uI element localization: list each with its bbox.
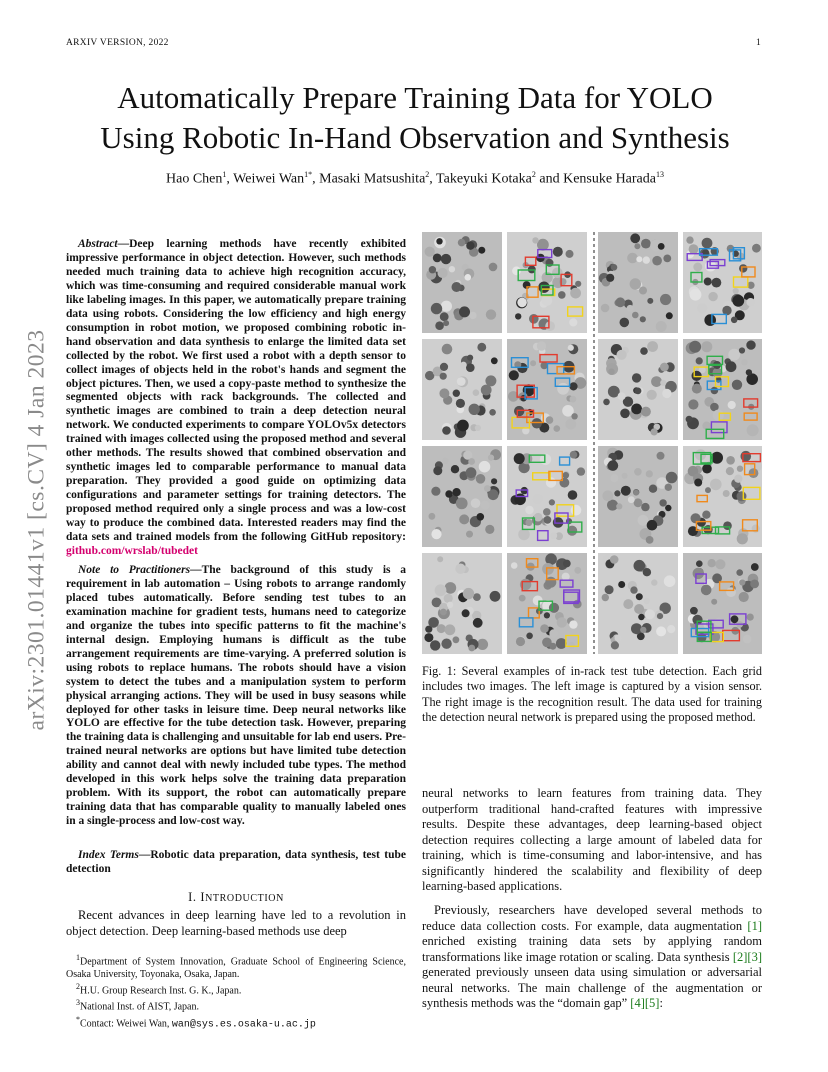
rack-photo [507,339,587,440]
author-affiliation: 2 [425,170,430,179]
paragraph-text: enriched existing training data sets by applying random transformations like image rotation or scaling. Data synthesis [422,934,762,964]
paper-title [66,78,764,158]
paragraph-text: : [659,996,663,1010]
footnote-mark: * [76,1014,80,1024]
heading-number: I. [188,890,201,904]
rack-photo [422,553,502,654]
rack-photo [683,553,762,654]
citation-link[interactable]: [2] [732,949,748,964]
author-list: Hao Chen$^1$, Weiwei Wan$^{1*}$, Masaki Matsushita$^2$, Takeyuki Kotaka$^2$ and Kensuke Harada$^{13}$ [166,170,664,187]
footnote [66,997,406,1014]
title-line-2: Using Robotic In-Hand Observation and Synthesis [100,120,730,155]
figure-caption: Fig. 1: Several examples of in-rack test tube detection. Each grid includes two images. The left image is captured by a vision sensor. The right image is the recognition result. The data used for training the detection neural network is prepared using the proposed method. [422,664,762,725]
footnote-mark: 1 [76,953,80,962]
body-paragraph [422,903,762,1012]
rack-photo [683,232,762,333]
arxiv-stamp [24,295,50,765]
rack-photo [422,446,502,547]
rack-photo [507,446,587,547]
practitioners-label: Note to Practitioners [78,564,191,576]
index-terms-label: Index Terms [78,849,139,861]
intro-paragraph: Recent advances in deep learning have led to a revolution in object detection. Deep learning-based methods use deep [66,908,406,938]
author-affiliation: 1 [222,170,227,179]
paragraph-text: generated previously unseen data using simulation or adversarial neural networks. The main challenge of the augmentation or synthesis methods was the “domain gap” [422,965,762,1010]
author-affiliation: 1* [304,170,313,179]
rack-photo [507,553,587,654]
body-paragraph: neural networks to learn features from training data. They outperform traditional hand-crafted features with impressive results. Despite these advantages, deep learning-based object detection requires collecting a large amount of labeled data for training, which is time-consuming and labor-intensive, and has significantly hindered the scalability and flexibility of deep learning-based applications. [422,786,762,893]
title-line-1: Automatically Prepare Training Data for YOLO [117,80,713,115]
footnote-text: Department of System Innovation, Graduate School of Engineering Science, Osaka University, Toyonaka, Osaka, Japan. [66,956,406,980]
author-name: Masaki Matsushita [319,171,426,187]
author-conjunction: and [539,171,564,187]
practitioners-text: —The background of this study is a requirement in lab automation – Using robots to arrange randomly placed tubes automatically. Before sending test tubes to an examination machine for gradient tests, humans need to categorize and organize the tubes into specific patterns to fit the machine's internal design. Employing humans is difficult as the tube arrangement requirements are time-varying. A preferred solution is using robots to replace humans. The robots should have a vision system to detect the tubes and a manipulation system to perform physical arranging actions. They will be used in busy seasons while deployed for other tasks in leisure time. Deep neural networks like YOLO are effective for the tube detection task. However, preparing the training data is challenging and unsuitable for lab end users. Pre-trained neural networks are options but have limited tube detection ability and cannot deal with newly included tube types. The method developed in this work helps solve the training data preparation problem. With its support, the robot can automatically prepare training data that has comparable quality to manually labeled ones in a single-process and low-cost way. [66,564,406,828]
section-heading [66,890,406,905]
author-affiliation: 13 [655,170,664,179]
footnote-text: Contact: Weiwei Wan, [80,1018,172,1030]
note-to-practitioners [66,564,406,829]
rack-photo [683,339,762,440]
abstract [66,238,406,559]
citation-link[interactable]: [5] [644,996,660,1010]
abstract-label: Abstract [78,238,118,250]
author-affiliation: 2 [531,170,536,179]
footnote-text: National Inst. of AIST, Japan. [80,1001,199,1013]
footnote-mark: 2 [76,981,80,991]
author-name: Hao Chen [166,171,223,187]
arxiv-stamp-text: arXiv:2301.01441v1 [cs.CV] 4 Jan 2023 [23,329,50,731]
tube-detection-grid [422,232,762,654]
heading-rest: NTRODUCTION [205,893,284,904]
footnote [66,1014,406,1032]
rack-photo [422,232,502,333]
author-name: Kensuke Harada [563,171,656,187]
github-link[interactable]: github.com/wrslab/tubedet [66,544,198,557]
contact-email[interactable]: wan@sys.es.osaka-u.ac.jp [171,1019,316,1031]
footnotes [66,952,406,1031]
rack-photo [683,446,762,547]
running-header: ARXIV VERSION, 2022 [66,38,169,48]
index-terms-text: —Robotic data preparation, data synthesis, test tube detection [66,849,406,875]
footnote [66,952,406,981]
rack-photo [598,232,678,333]
citation-link[interactable]: [4] [630,996,645,1010]
figure-image [422,232,762,654]
paragraph-text: Previously, researchers have developed several methods to reduce data collection costs. For example, data augmentation [422,903,762,933]
footnote-text: H.U. Group Research Inst. G. K., Japan. [80,985,242,997]
footnote-mark: 3 [76,998,80,1008]
author-name: Weiwei Wan [233,171,305,187]
abstract-text: —Deep learning methods have recently exhibited impressive performance in object detection. However, such methods needed much training data to achieve high recognition accuracy, which was time-consuming and required considerable manual work like labeling images. In this paper, we automatically prepare training data using robots. Considering the low efficiency and high energy consumption in robot motion, we proposed combining robotic in-hand observation and data synthesis to enlarge the limited data set collected by the robot. We first used a robot with a depth sensor to collect images of objects held in the robot's hands and segment the object pictures. Then, we used a copy-paste method to synthesize the segmented objects with rack backgrounds. The collected and synthetic images are combined to train a deep detection neural network. We conducted experiments to compare YOLOv5x detectors trained with images collected using the proposed method and several other methods. The results showed that combined observation and synthetic images led to comparable performance to manual data preparation. They provided a good guide on optimizing data configurations and parameter settings for training detectors. The proposed method required only a single process and was a low-cost way to produce the combined data. Interested readers may find the data sets and trained models from the following GitHub repository: [66,238,406,544]
rack-photo [598,339,678,440]
rack-photo [507,232,587,333]
footnote [66,981,406,998]
author-name: Takeyuki Kotaka [436,171,532,187]
heading-initial: I [200,890,206,904]
page-number: 1 [756,38,761,48]
citation-link[interactable]: [1] [747,918,762,933]
citation-link[interactable]: [3] [747,949,762,964]
index-terms [66,849,406,877]
rack-photo [422,339,502,440]
rack-photo [598,446,678,547]
rack-photo [598,553,678,654]
